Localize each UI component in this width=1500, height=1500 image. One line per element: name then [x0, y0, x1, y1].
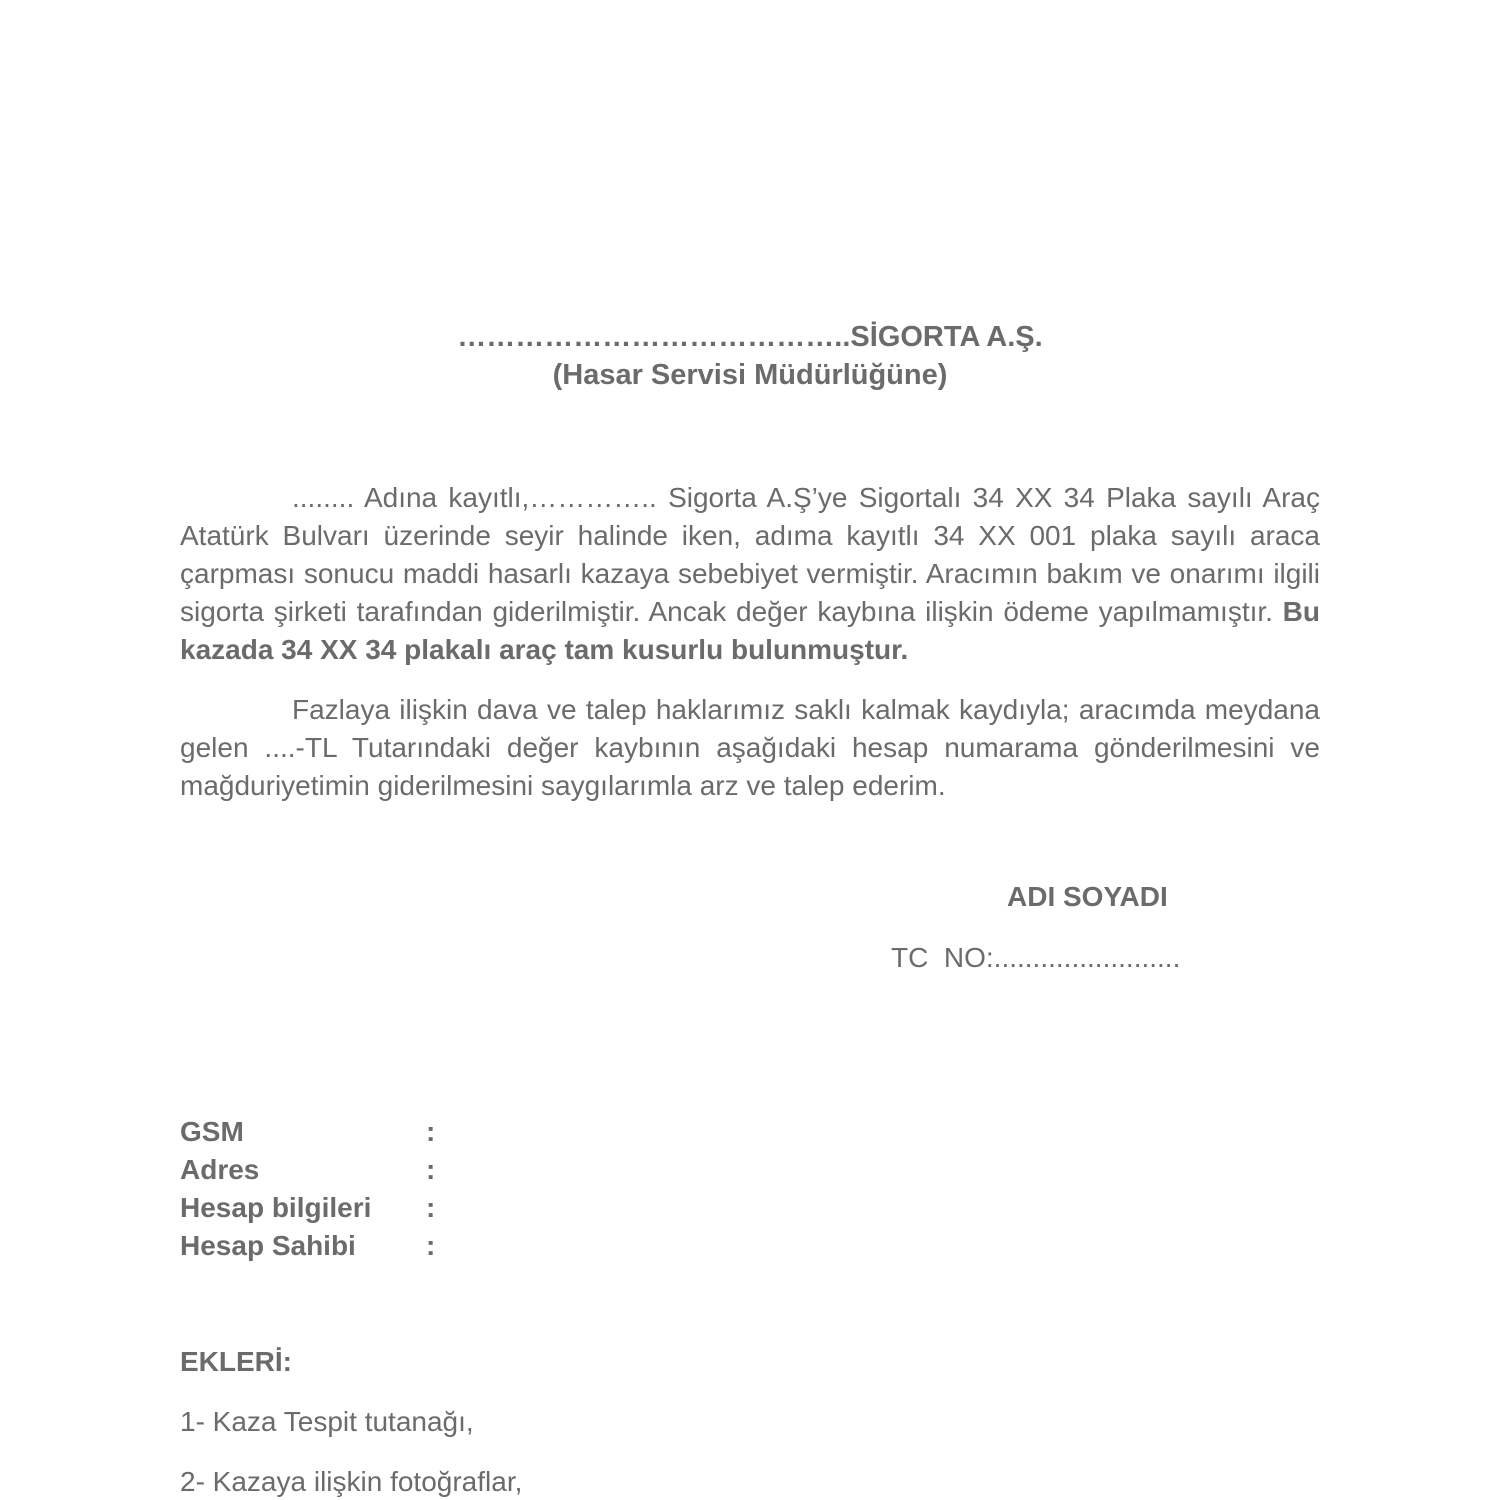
signature-name: ADI SOYADI — [1007, 881, 1168, 912]
title-dotted-leader: ………………………………….. — [457, 321, 851, 353]
body-paragraph-claim: Fazlaya ilişkin dava ve talep haklarımız saklı kalmak kaydıyla; aracımda meydana gelen ....-TL Tutarındaki değer kaybının aşağıdaki hesap numarama gönderilmesini ve mağduriyetimin giderilmesini saygılarımla arz ve talep ederim. — [180, 694, 1320, 801]
attachments-heading: EKLERİ: — [180, 1346, 292, 1377]
recipient-company-line — [0, 318, 1500, 356]
contact-row-gsm — [180, 1113, 435, 1151]
contact-colon-hesap-bilgileri: : — [426, 1192, 436, 1223]
contact-row-adres — [180, 1151, 435, 1189]
contact-colon-hesap-sahibi: : — [426, 1230, 436, 1261]
attachment-item-accident-report: 1- Kaza Tespit tutanağı, — [180, 1406, 474, 1437]
fault-statement-bold-text: Bu kazada 34 XX 34 plakalı araç tam kusurlu bulunmuştur. — [180, 596, 1320, 665]
contact-label-adres: Adres — [180, 1154, 260, 1185]
recipient-department-line: (Hasar Servisi Müdürlüğüne) — [552, 359, 948, 391]
contact-colon-gsm: : — [426, 1116, 436, 1147]
contact-row-hesap-bilgileri — [180, 1189, 435, 1227]
accident-description-text: ........ Adına kayıtlı,………….. Sigorta A.Ş’ye Sigortalı 34 XX 34 Plaka sayılı Araç Atatürk Bulvarı üzerinde seyir halinde iken, adıma kayıtlı 34 XX 001 plaka sayılı araca çarpması sonucu maddi hasarlı kazaya sebebiyet vermiştir. Aracımın bakım ve onarımı ilgili sigorta şirketi tarafından giderilmiştir. Ancak değer kaybına ilişkin ödeme yapılmamıştır. — [180, 482, 1320, 627]
title-company-name: SİGORTA A.Ş. — [850, 321, 1043, 353]
contact-row-hesap-sahibi — [180, 1227, 435, 1265]
contact-label-hesap-sahibi: Hesap Sahibi — [180, 1230, 356, 1261]
signature-tc-no-line: TC NO:........................ — [891, 942, 1181, 973]
body-paragraph-accident — [180, 479, 1320, 669]
contact-label-gsm: GSM — [180, 1116, 244, 1147]
attachment-item-photos: 2- Kazaya ilişkin fotoğraflar, — [180, 1466, 523, 1497]
contact-info-block — [180, 1113, 435, 1265]
contact-colon-adres: : — [426, 1154, 436, 1185]
contact-label-hesap-bilgileri: Hesap bilgileri — [180, 1192, 372, 1223]
